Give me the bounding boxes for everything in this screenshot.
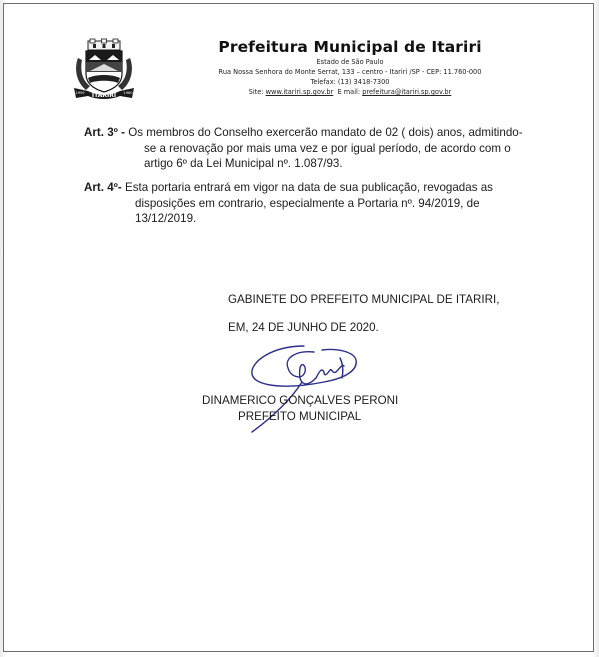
municipal-crest-logo bbox=[72, 38, 136, 102]
article-4-line-3: 13/12/2019. bbox=[135, 212, 197, 226]
crest-banner-text: ITARIRI bbox=[91, 92, 117, 99]
article-3-line-3: artigo 6º da Lei Municipal nº. 1.087/93. bbox=[144, 157, 343, 171]
closing-office: GABINETE DO PREFEITO MUNICIPAL DE ITARIRI, bbox=[228, 293, 500, 306]
letterhead-state: Estado de São Paulo bbox=[316, 58, 384, 66]
letterhead-title: Prefeitura Municipal de Itariri bbox=[218, 38, 482, 56]
article-3-label: Art. 3º - bbox=[84, 126, 125, 139]
article-3-line-2: se a renovação por mais uma vez e por igual período, de acordo com o bbox=[144, 141, 511, 155]
letterhead-contacts bbox=[180, 88, 520, 96]
article-3-line-1: Os membros do Conselho exercerão mandato de 02 ( dois) anos, admitindo- bbox=[128, 126, 523, 139]
signer-name: DINAMERICO GONÇALVES PERONI bbox=[202, 394, 399, 407]
letterhead-phone: Telefax: (13) 3418-7300 bbox=[310, 78, 390, 86]
email-link[interactable]: prefeitura@itariri.sp.gov.br bbox=[362, 88, 452, 96]
site-label: Site: bbox=[248, 88, 264, 96]
site-link[interactable]: www.itariri.sp.gov.br bbox=[265, 88, 334, 96]
crest-year-left: 1959 bbox=[75, 91, 85, 95]
article-4-label: Art. 4º- bbox=[84, 181, 122, 194]
article-3 bbox=[84, 125, 524, 172]
signer-title: PREFEITO MUNICIPAL bbox=[238, 410, 362, 423]
article-4-line-1: Esta portaria entrará em vigor na data de sua publicação, revogadas as bbox=[124, 181, 493, 194]
article-4-line-2: disposições em contrario, especialmente a Portaria nº. 94/2019, de bbox=[135, 196, 480, 210]
closing-date: EM, 24 DE JUNHO DE 2020. bbox=[228, 321, 379, 334]
email-label: E mail: bbox=[337, 88, 361, 96]
letterhead-address: Rua Nossa Senhora do Monte Serrat, 133 – centro - Itariri /SP - CEP: 11.760-000 bbox=[218, 68, 482, 76]
crest-year-right: 1960 bbox=[123, 91, 133, 95]
article-4 bbox=[84, 180, 524, 227]
